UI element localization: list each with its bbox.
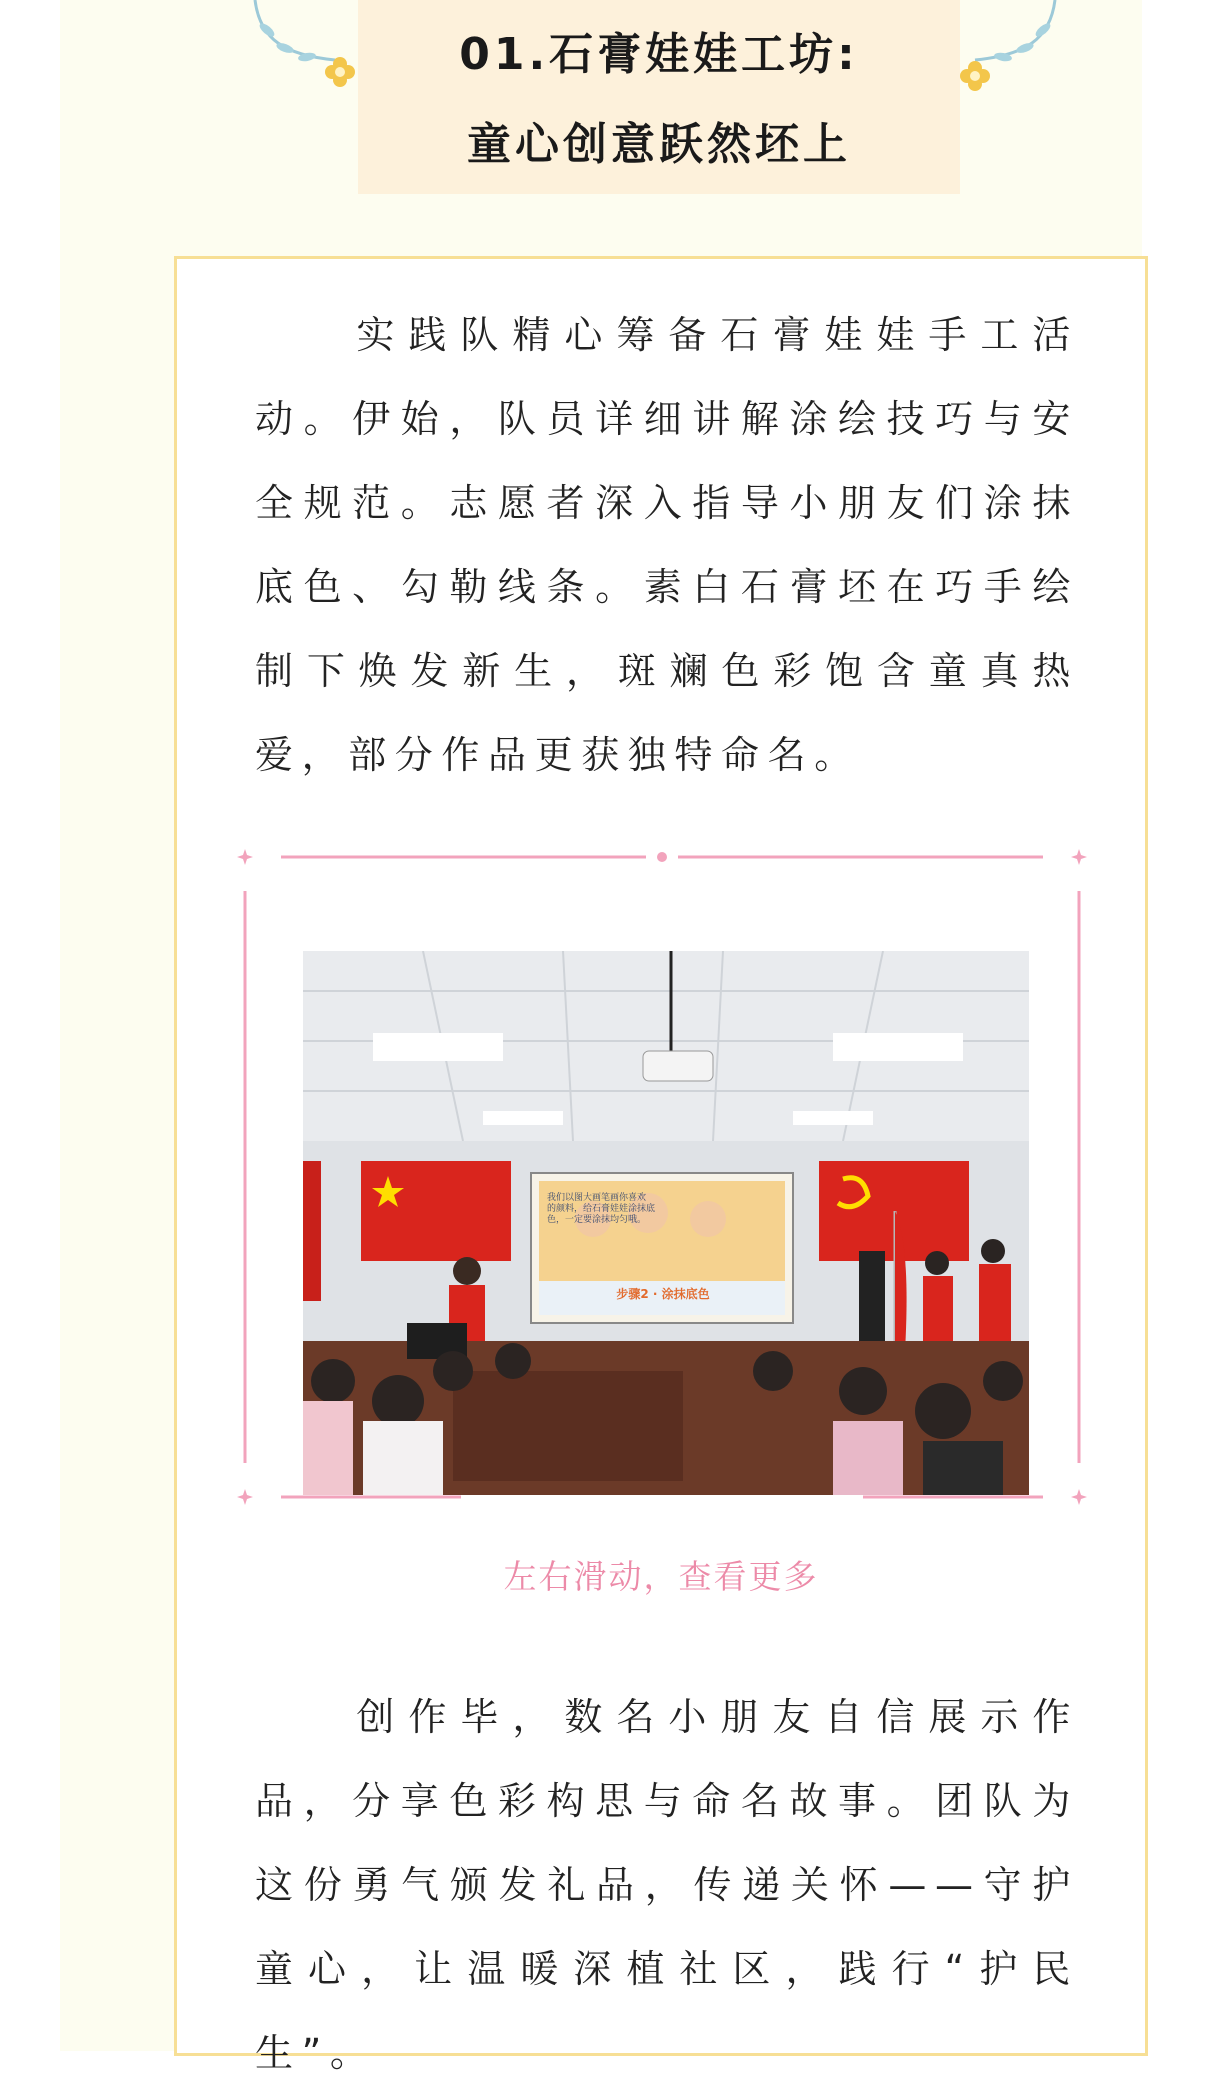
article-page [60, 0, 1142, 2075]
paragraph-conclusion [255, 1675, 1079, 2095]
paragraph-intro [255, 293, 1079, 797]
slide-line2: 的颜料，给石膏娃娃涂抹底 [547, 1204, 656, 1214]
paragraph-conclusion-text: 创作毕，数名小朋友自信展示作品，分享色彩构思与命名故事。团队为这份勇气颁发礼品，传递关怀——守护童心，让温暖深植社区，践行“护民生”。 [255, 1695, 1079, 2075]
paragraph-intro-text: 实践队精心筹备石膏娃娃手工活动。伊始，队员详细讲解涂绘技巧与安全规范。志愿者深入指导小朋友们涂抹底色、勾勒线条。素白石膏坯在巧手绘制下焕发新生，斑斓色彩饱含童真热爱，部分作品更获独特命名。 [255, 313, 1079, 777]
section-title-line1: 01.石膏娃娃工坊: [459, 29, 859, 80]
section-title-line2: 童心创意跃然坯上 [467, 119, 851, 170]
slide-step-label: 步骤2 · 涂抹底色 [616, 1287, 710, 1301]
flower-vine-left-icon [245, 0, 355, 100]
swipe-hint: 左右滑动，查看更多 [503, 1557, 819, 1596]
activity-photo[interactable] [303, 951, 1029, 1495]
flower-vine-right-icon [955, 0, 1065, 100]
slide-line3: 色，一定要涂抹均匀哦。 [547, 1215, 647, 1225]
projected-slide-text [547, 1193, 777, 1226]
slide-line1: 我们以图大画笔画你喜欢 [547, 1193, 647, 1203]
section-title-banner [358, 0, 960, 194]
content-card [174, 256, 1148, 2075]
